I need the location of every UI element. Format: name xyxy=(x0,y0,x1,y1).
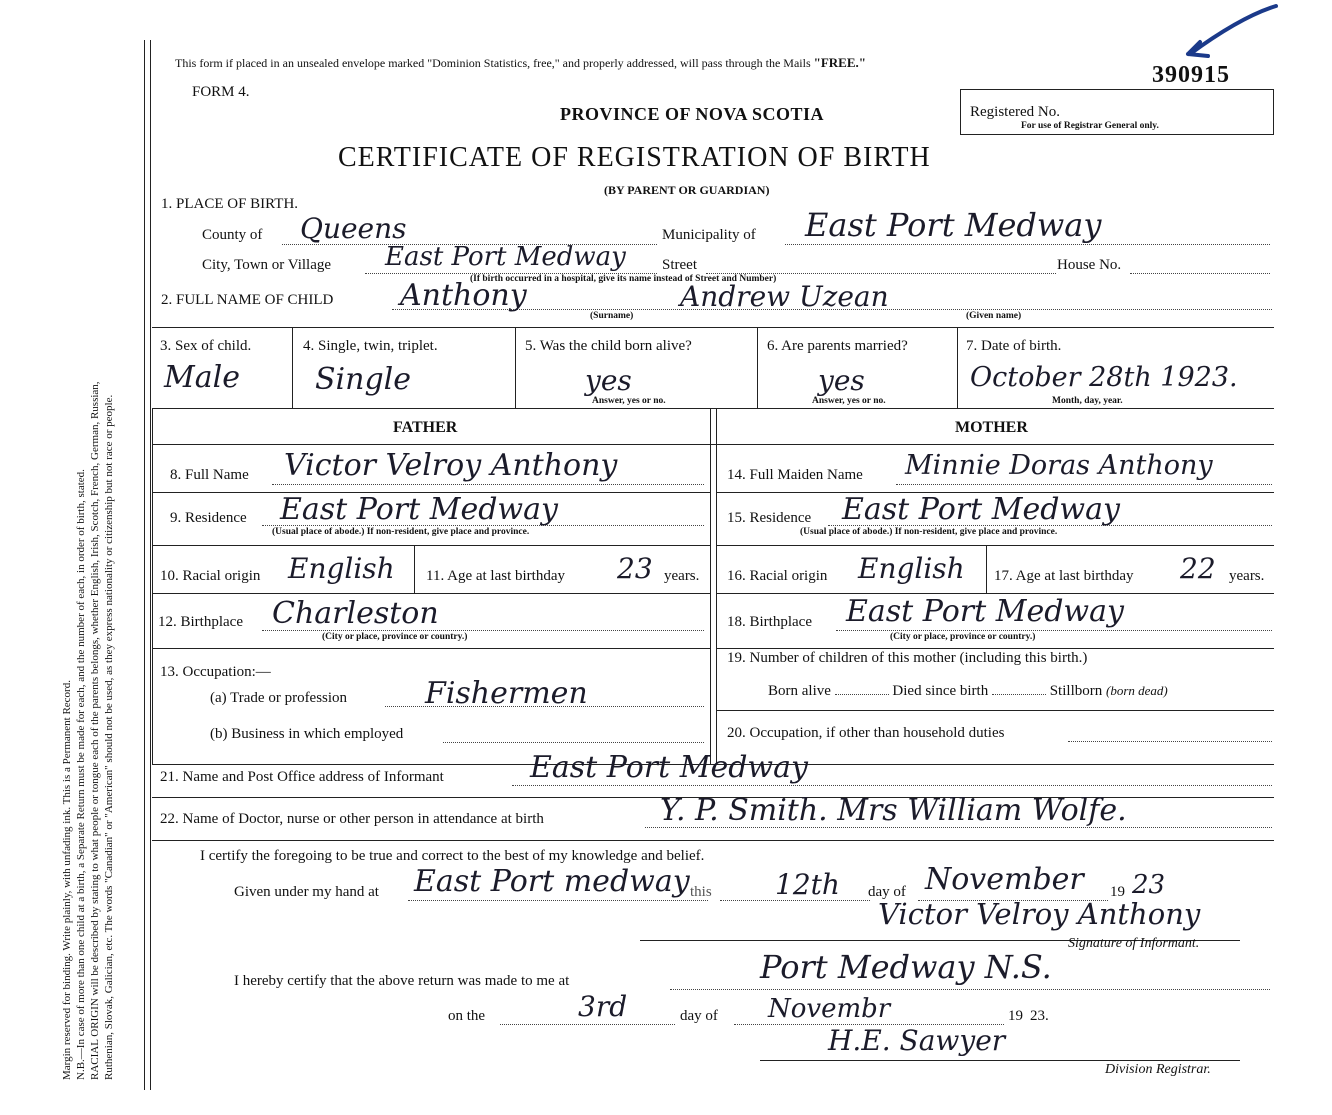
registered-number-box xyxy=(960,89,1274,135)
given-under-hand-label: Given under my hand at xyxy=(234,884,379,900)
date-of-birth-note: Month, day, year. xyxy=(1052,396,1123,406)
mail-notice: This form if placed in an unsealed envelope marked "Dominion Statistics, free," and properly addressed, will pass through the Mails "FREE." xyxy=(175,55,866,70)
mother-birthplace-note: (City or place, province or country.) xyxy=(890,632,1036,642)
father-age-value: 23 xyxy=(617,552,653,585)
father-racial-value: English xyxy=(288,552,395,585)
hospital-note: (If birth occurred in a hospital, give its name instead of Street and Number) xyxy=(470,274,777,284)
province-title: PROVINCE OF NOVA SCOTIA xyxy=(560,104,825,124)
parents-married-note: Answer, yes or no. xyxy=(812,396,886,406)
mother-residence-note: (Usual place of abode.) If non-resident, give place and province. xyxy=(800,527,1058,537)
parents-married-label: 6. Are parents married? xyxy=(767,338,908,354)
father-residence-label: 9. Residence xyxy=(170,510,247,526)
on-the-label: on the xyxy=(448,1008,486,1024)
mother-name-value: Minnie Doras Anthony xyxy=(905,450,1213,481)
mother-children-label: 19. Number of children of this mother (including this birth.) xyxy=(727,650,1088,666)
municipality-value: East Port Medway xyxy=(805,206,1102,244)
county-label: County of xyxy=(202,227,263,243)
city-label: City, Town or Village xyxy=(202,257,332,273)
registrar-signature: H.E. Sawyer xyxy=(828,1024,1006,1057)
given-month-value: November xyxy=(925,862,1084,897)
father-racial-label: 10. Racial origin xyxy=(160,568,261,584)
mother-residence-label: 15. Residence xyxy=(727,510,812,526)
place-of-birth-label: 1. PLACE OF BIRTH. xyxy=(161,196,299,212)
given-day-value: 12th xyxy=(775,868,840,901)
father-residence-value: East Port Medway xyxy=(280,492,558,527)
given-name-note: (Given name) xyxy=(966,311,1022,321)
child-surname: Anthony xyxy=(400,278,527,313)
mother-age-label: 17. Age at last birthday xyxy=(994,568,1134,584)
mother-age-value: 22 xyxy=(1180,552,1216,585)
father-birthplace-value: Charleston xyxy=(272,596,439,631)
stillborn-note: (born dead) xyxy=(1105,683,1168,698)
margin-rule xyxy=(144,40,145,1090)
registered-note: For use of Registrar General only. xyxy=(1021,121,1159,131)
plurality-label: 4. Single, twin, triplet. xyxy=(303,338,438,354)
registrar-place-value: Port Medway N.S. xyxy=(760,948,1052,986)
father-heading: FATHER xyxy=(393,419,458,436)
margin-instructions xyxy=(60,40,116,1080)
father-birthplace-note: (City or place, province or country.) xyxy=(322,632,468,642)
informant-signature: Victor Velroy Anthony xyxy=(878,897,1201,931)
father-residence-note: (Usual place of abode.) If non-resident, give place and province. xyxy=(272,527,530,537)
registrar-day-of-label: day of xyxy=(680,1008,718,1024)
father-business-label: (b) Business in which employed xyxy=(210,726,404,742)
margin-line-1: Margin reserved for binding. Write plainly, with unfading ink. This is a Permanent Record. xyxy=(61,680,73,1080)
certificate-title: CERTIFICATE OF REGISTRATION OF BIRTH xyxy=(338,142,931,173)
house-number-label: House No. xyxy=(1057,257,1122,273)
form-number: FORM 4. xyxy=(192,84,250,100)
born-alive-note: Answer, yes or no. xyxy=(592,396,666,406)
given-year-suffix: 23 xyxy=(1132,870,1166,900)
mother-residence-value: East Port Medway xyxy=(842,492,1120,527)
doctor-value: Y. P. Smith. Mrs William Wolfe. xyxy=(660,793,1127,828)
born-alive-text: Born alive xyxy=(768,683,831,699)
mother-name-label: 14. Full Maiden Name xyxy=(727,467,863,483)
registrar-month-value: Novembr xyxy=(768,994,891,1024)
division-registrar-label: Division Registrar. xyxy=(1105,1062,1211,1077)
born-alive-count-label xyxy=(768,683,1168,700)
street-label: Street xyxy=(662,257,697,273)
check-mark-icon xyxy=(1180,2,1280,64)
registrar-year-prefix: 19 xyxy=(1008,1008,1023,1024)
registrar-statement: I hereby certify that the above return was made to me at xyxy=(234,973,570,989)
given-year-prefix: 19 xyxy=(1110,884,1125,900)
mother-years-label: years. xyxy=(1229,568,1265,584)
father-trade-label: (a) Trade or profession xyxy=(210,690,348,706)
father-name-value: Victor Velroy Anthony xyxy=(284,448,618,483)
mother-racial-value: English xyxy=(858,552,965,585)
child-given-name: Andrew Uzean xyxy=(680,280,889,313)
margin-line-3: RACIAL ORIGIN will be described by stating to what people or tongue each of the parents belongs, whether English, Irish, Scotch, French, German, Russian, xyxy=(89,381,101,1080)
father-trade-value: Fishermen xyxy=(425,676,588,711)
born-alive-value: yes xyxy=(585,364,632,397)
margin-line-4: Ruthenian, Slovak, Galician, etc. The words "Canadian" or "American" should not be used, as they express nationality or citizenship but not race or people. xyxy=(103,394,115,1080)
registrar-day-value: 3rd xyxy=(578,990,628,1023)
this-label: this xyxy=(690,884,712,900)
signature-of-informant-label: Signature of Informant. xyxy=(1068,936,1200,951)
born-alive-label: 5. Was the child born alive? xyxy=(525,338,692,354)
plurality-value: Single xyxy=(315,362,412,397)
stamp-number: 390915 xyxy=(1152,62,1230,88)
registrar-year-suffix: 23. xyxy=(1030,1008,1049,1024)
registered-label: Registered No. xyxy=(970,104,1060,120)
date-of-birth-value: October 28th 1923. xyxy=(970,362,1238,393)
parents-married-value: yes xyxy=(818,364,865,397)
informant-value: East Port Medway xyxy=(530,750,808,785)
certify-statement: I certify the foregoing to be true and correct to the best of my knowledge and belief. xyxy=(200,848,705,864)
doctor-label: 22. Name of Doctor, nurse or other person in attendance at birth xyxy=(160,811,544,827)
surname-note: (Surname) xyxy=(590,311,634,321)
stillborn-text: Stillborn xyxy=(1049,683,1103,699)
mother-birthplace-value: East Port Medway xyxy=(846,594,1124,629)
municipality-label: Municipality of xyxy=(662,227,756,243)
county-value: Queens xyxy=(300,212,407,245)
city-value: East Port Medway xyxy=(385,242,626,272)
father-occupation-label: 13. Occupation:— xyxy=(160,664,271,680)
father-age-label: 11. Age at last birthday xyxy=(426,568,565,584)
mother-heading: MOTHER xyxy=(955,419,1028,436)
mother-birthplace-label: 18. Birthplace xyxy=(727,614,812,630)
mother-occupation-label: 20. Occupation, if other than household duties xyxy=(727,725,1005,741)
child-name-label: 2. FULL NAME OF CHILD xyxy=(161,292,334,308)
father-birthplace-label: 12. Birthplace xyxy=(158,614,243,630)
day-of-label: day of xyxy=(868,884,906,900)
date-of-birth-label: 7. Date of birth. xyxy=(966,338,1062,354)
mother-racial-label: 16. Racial origin xyxy=(727,568,828,584)
sex-label: 3. Sex of child. xyxy=(160,338,252,354)
died-since-birth-text: Died since birth xyxy=(892,683,989,699)
margin-rule-inner xyxy=(150,40,151,1090)
margin-line-2: N.B.—In case of more than one child at a birth, a Separate Return must be made for each, and the number of each, in order of birth, stated. xyxy=(75,469,87,1080)
father-years-label: years. xyxy=(664,568,700,584)
sex-value: Male xyxy=(164,360,240,395)
certificate-subtitle: (BY PARENT OR GUARDIAN) xyxy=(604,183,770,197)
father-name-label: 8. Full Name xyxy=(170,467,249,483)
given-place-value: East Port medway xyxy=(414,864,690,899)
informant-label: 21. Name and Post Office address of Informant xyxy=(160,769,444,785)
